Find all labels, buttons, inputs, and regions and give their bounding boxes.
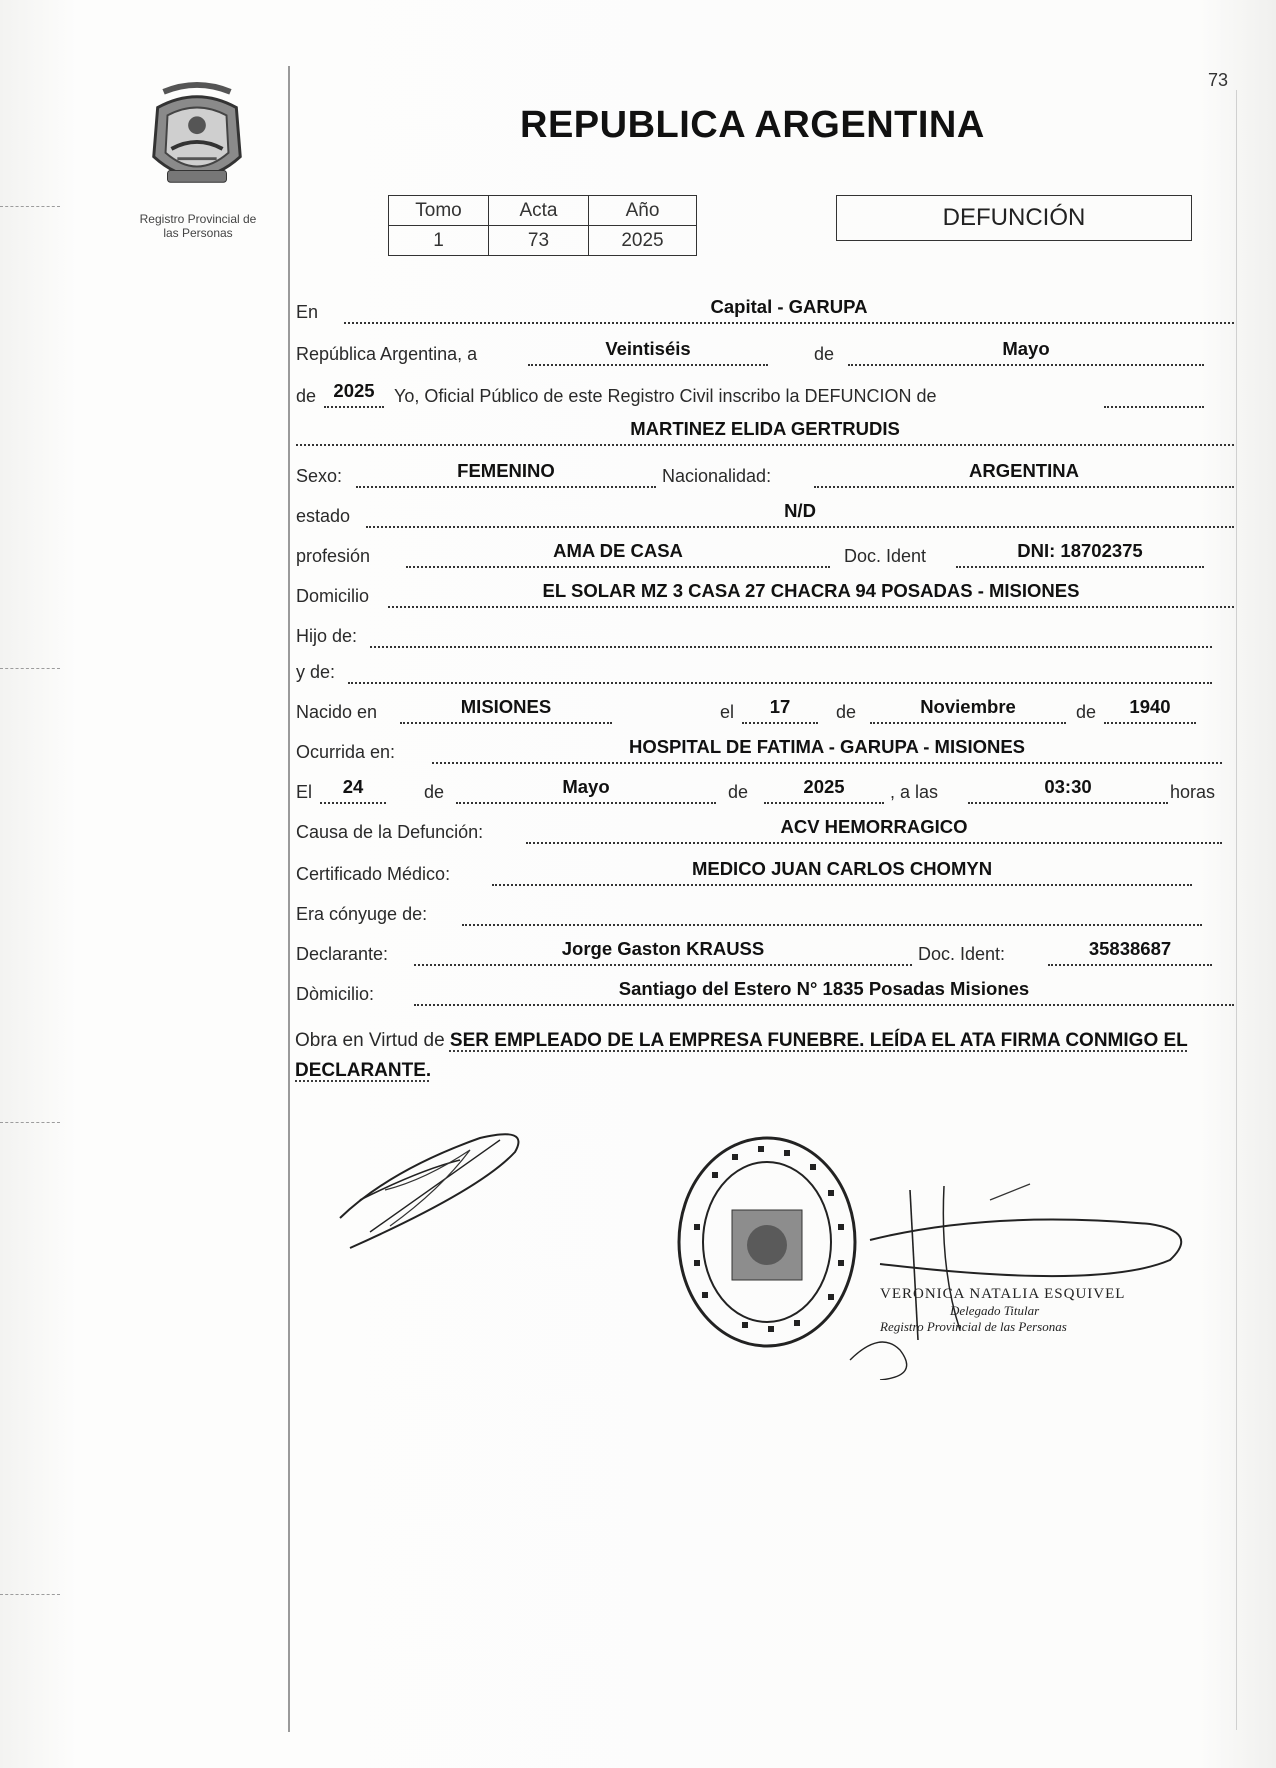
nationality-field: ARGENTINA <box>814 458 1234 488</box>
death-time-field: 03:30 <box>968 774 1168 804</box>
row-sex-nationality: Sexo: FEMENINO Nacionalidad: ARGENTINA <box>296 458 1236 492</box>
spouse-field <box>462 896 1202 926</box>
death-month-field: Mayo <box>456 774 716 804</box>
anio-value: 2025 <box>589 226 697 256</box>
document-title: REPUBLICA ARGENTINA <box>520 104 985 146</box>
month-field: Mayo <box>848 336 1204 366</box>
tomo-value: 1 <box>389 226 489 256</box>
row-certificate: Certificado Médico: MEDICO JUAN CARLOS CHOMYN <box>296 856 1236 890</box>
registry-label: Registro Provincial de las Personas <box>139 212 257 240</box>
birth-year-field: 1940 <box>1104 694 1196 724</box>
profession-field: AMA DE CASA <box>406 538 830 568</box>
row-inscription: de 2025 Yo, Oficial Público de este Registro Civil inscribo la DEFUNCION de <box>296 378 1236 412</box>
left-margin-line <box>288 66 290 1732</box>
row-name <box>296 416 1236 450</box>
anio-header: Año <box>589 196 697 226</box>
row-death-place: Ocurrida en: HOSPITAL DE FATIMA - GARUPA - MISIONES <box>296 734 1236 768</box>
certificate-field: MEDICO JUAN CARLOS CHOMYN <box>492 856 1192 886</box>
inscription-tail-field <box>1104 378 1204 408</box>
officer-office: Registro Provincial de las Personas <box>880 1319 1067 1334</box>
scan-mark <box>0 668 60 669</box>
birth-month-field: Noviembre <box>870 694 1066 724</box>
page-number: 73 <box>1208 70 1229 90</box>
civil-status-field: N/D <box>366 498 1234 528</box>
death-year-field: 2025 <box>764 774 884 804</box>
reason-paragraph: Obra en Virtud de SER EMPLEADO DE LA EMPRESA FUNEBRE. LEÍDA EL ATA FIRMA CONMIGO EL DECLARANTE. <box>295 1030 1188 1081</box>
declarant-field: Jorge Gaston KRAUSS <box>414 936 912 966</box>
row-spouse: Era cónyuge de: <box>296 896 1236 930</box>
right-margin-line <box>1236 90 1237 1730</box>
reason-field: SER EMPLEADO DE LA EMPRESA FUNEBRE. LEÍDA EL ATA FIRMA CONMIGO EL DECLARANTE. <box>295 1030 1188 1081</box>
row-death-date: El 24 de Mayo de 2025 , a las 03:30 horas <box>296 776 1216 802</box>
row-profession: profesión AMA DE CASA Doc. Ident DNI: 18702375 <box>296 538 1236 572</box>
row-declarant: Declarante: Jorge Gaston KRAUSS Doc. Ident: 35838687 <box>296 936 1236 970</box>
declarant-id-field: 35838687 <box>1048 936 1212 966</box>
row-civil-status: estado N/D <box>296 498 1236 532</box>
mother-field <box>348 654 1212 684</box>
official-seal-icon <box>672 1132 862 1352</box>
declarant-signature <box>330 1130 540 1260</box>
row-place: En Capital - GARUPA <box>296 294 1236 328</box>
row-cause: Causa de la Defunción: ACV HEMORRAGICO <box>296 814 1236 848</box>
declarant-address-field: Santiago del Estero N° 1835 Posadas Misiones <box>414 976 1234 1006</box>
row-date: República Argentina, a Veintiséis de Mayo <box>296 336 1236 370</box>
scan-mark <box>0 206 60 207</box>
record-number-table <box>388 195 697 256</box>
row-father: Hijo de: <box>296 618 1236 652</box>
scan-mark <box>0 1122 60 1123</box>
address-field: EL SOLAR MZ 3 CASA 27 CHACRA 94 POSADAS - MISIONES <box>388 578 1234 608</box>
death-day-field: 24 <box>320 774 386 804</box>
scan-mark <box>0 1594 60 1595</box>
birth-day-field: 17 <box>742 694 818 724</box>
sex-field: FEMENINO <box>356 458 656 488</box>
officer-stamp <box>880 1286 1180 1335</box>
tomo-header: Tomo <box>389 196 489 226</box>
officer-name: VERONICA NATALIA ESQUIVEL <box>880 1286 1126 1302</box>
death-place-field: HOSPITAL DE FATIMA - GARUPA - MISIONES <box>432 734 1222 764</box>
row-birth: Nacido en MISIONES el 17 de Noviembre de 1940 <box>296 694 1236 728</box>
row-declarant-address: Dòmicilio: Santiago del Estero N° 1835 Posadas Misiones <box>296 976 1236 1010</box>
deceased-name-field: MARTINEZ ELIDA GERTRUDIS <box>296 416 1234 446</box>
record-type-box: DEFUNCIÓN <box>836 195 1192 241</box>
cause-field: ACV HEMORRAGICO <box>526 814 1222 844</box>
acta-header: Acta <box>489 196 589 226</box>
place-field: Capital - GARUPA <box>344 294 1234 324</box>
year-field: 2025 <box>324 378 384 408</box>
row-address: Domicilio EL SOLAR MZ 3 CASA 27 CHACRA 94 POSADAS - MISIONES <box>296 578 1236 612</box>
provincial-emblem-icon <box>138 80 256 198</box>
day-text-field: Veintiséis <box>528 336 768 366</box>
officer-signature <box>840 1180 1200 1380</box>
officer-role: Delegado Titular <box>950 1303 1040 1318</box>
birthplace-field: MISIONES <box>400 694 612 724</box>
id-document-field: DNI: 18702375 <box>956 538 1204 568</box>
row-mother: y de: <box>296 654 1236 688</box>
father-field <box>370 618 1212 648</box>
acta-value: 73 <box>489 226 589 256</box>
